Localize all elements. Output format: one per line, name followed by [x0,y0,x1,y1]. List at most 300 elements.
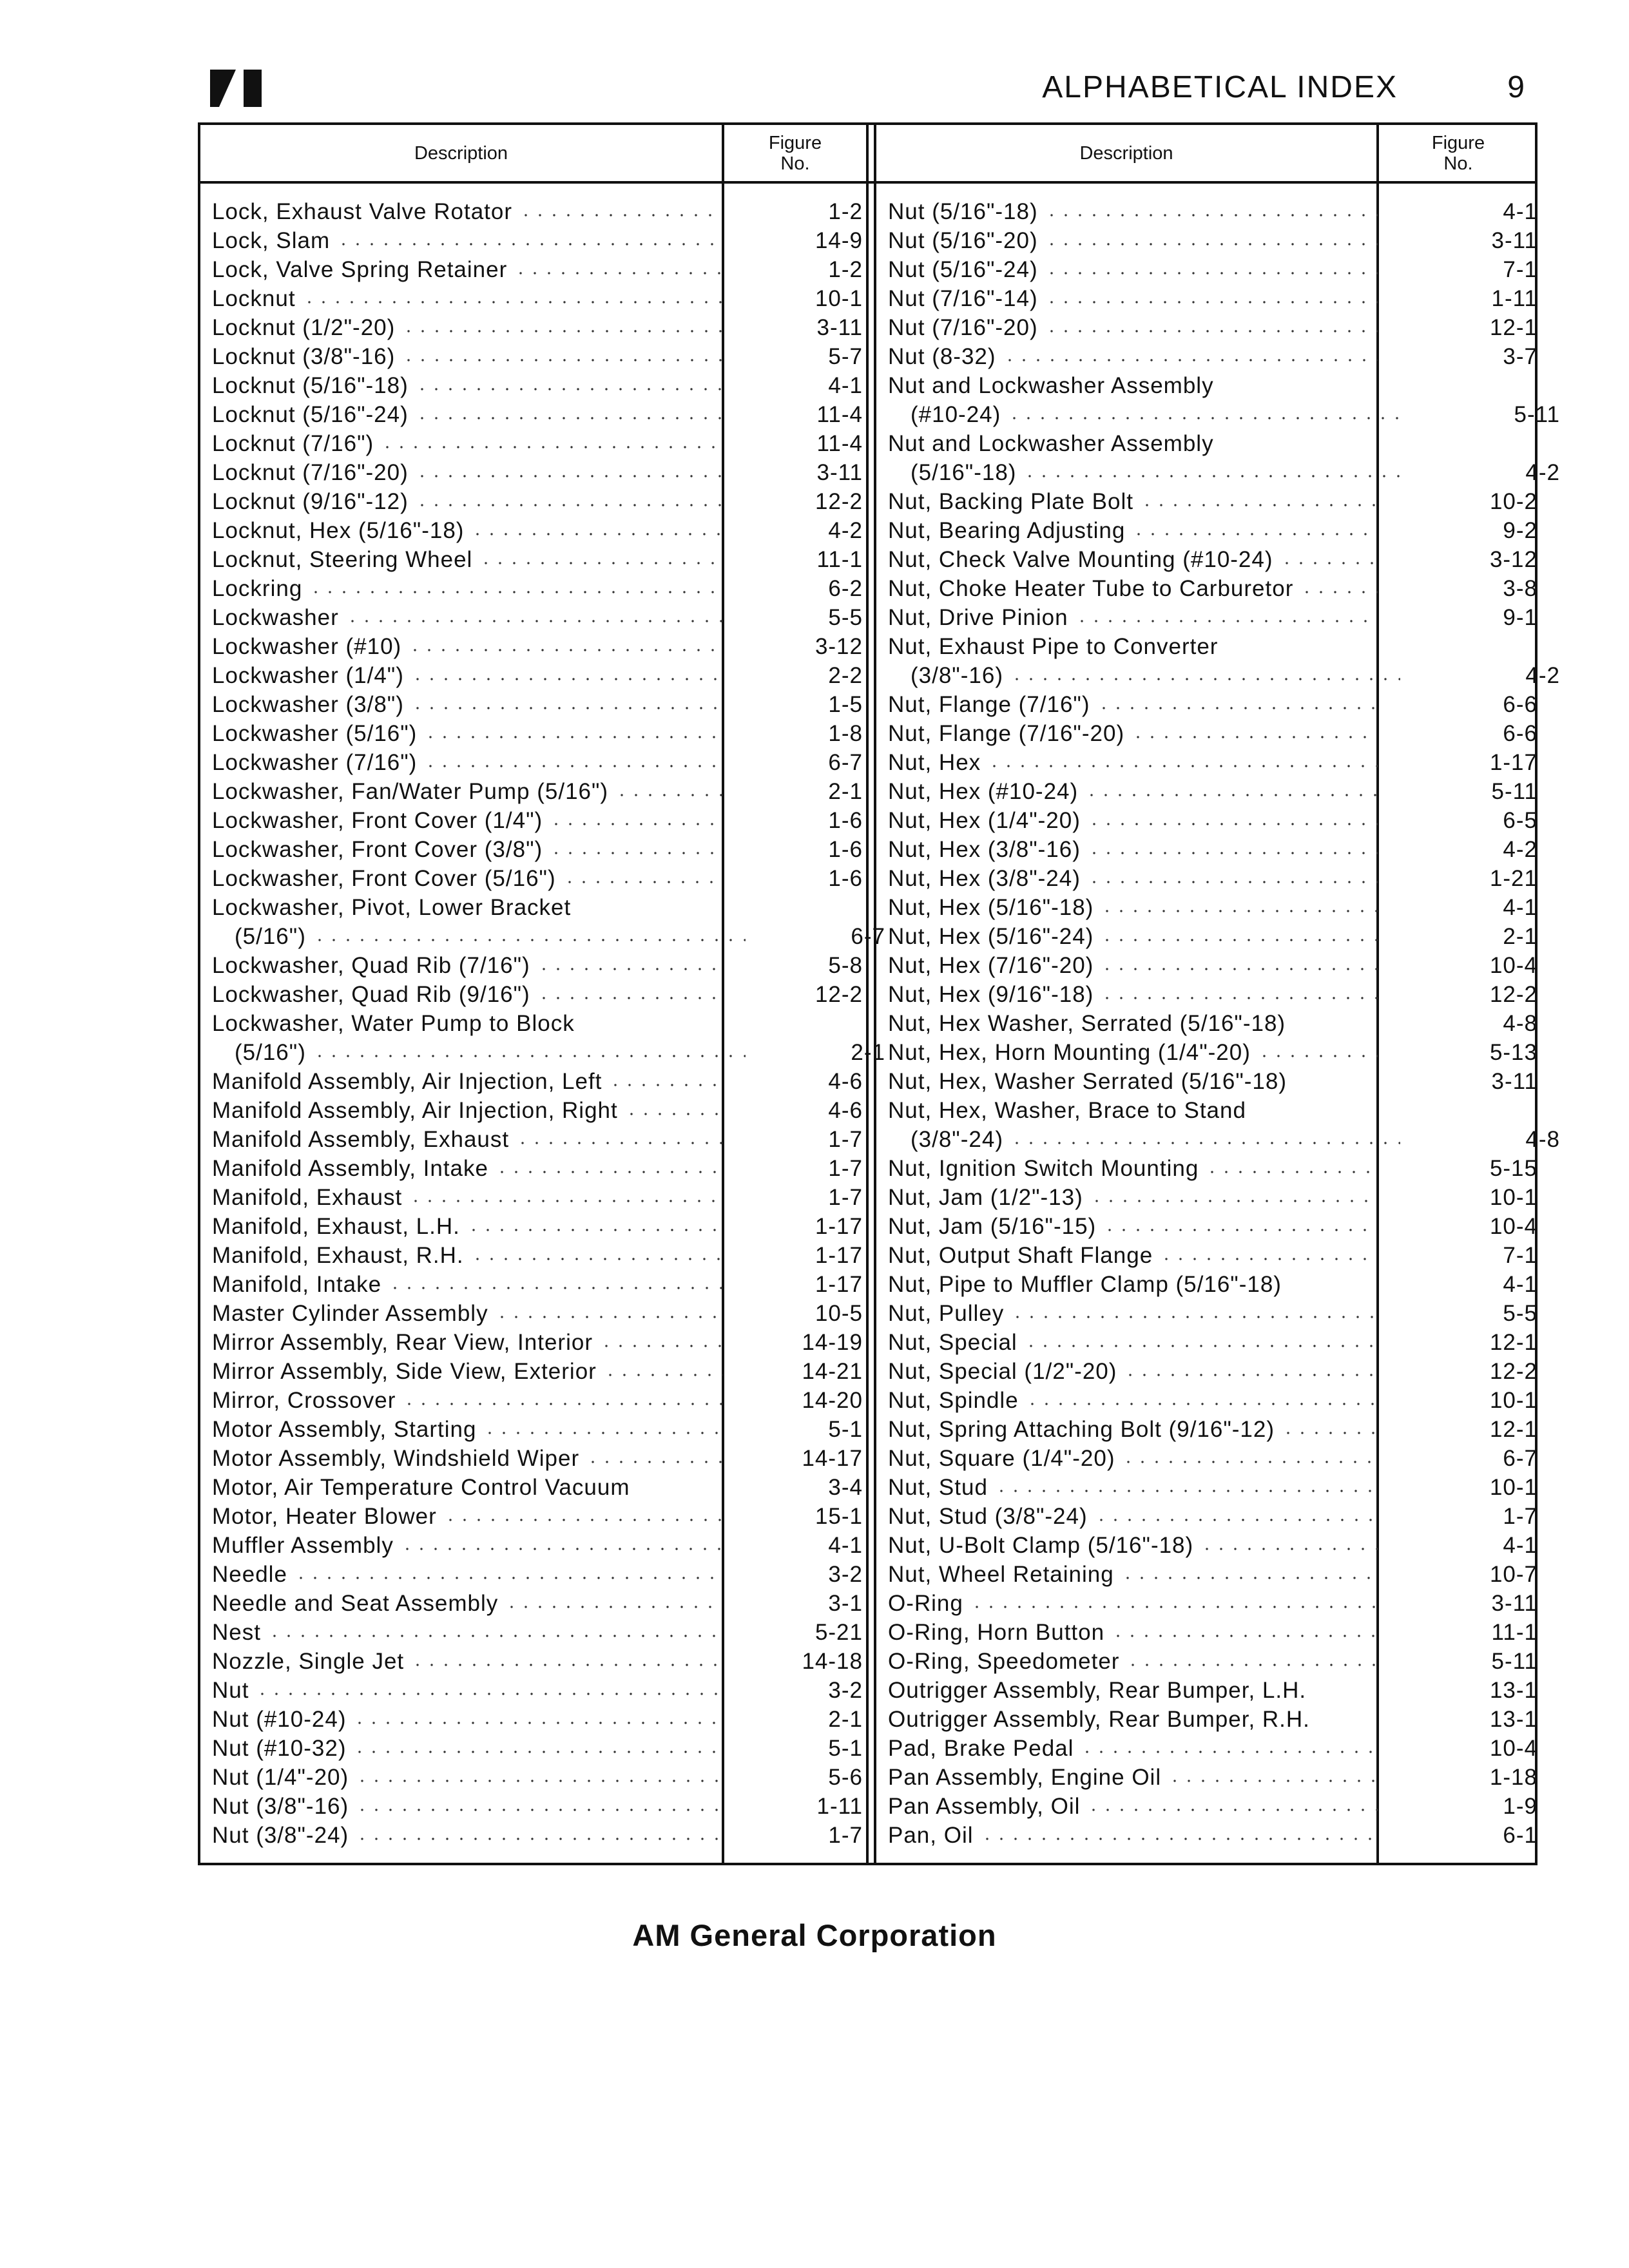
entry-text: Lock, Valve Spring Retainer [212,256,508,282]
dot-leader [294,1577,723,1579]
entry-description [876,373,1385,399]
dot-leader [410,678,723,680]
entry-figure-number: 3-4 [828,1474,863,1500]
index-entry [200,1009,845,1038]
index-entry [200,835,863,864]
entry-text: Nut and Lockwasher Assembly [888,372,1214,398]
index-entry [200,777,863,806]
entry-text: Nozzle, Single Jet [212,1648,405,1674]
entry-description [200,1011,731,1037]
entry-description [200,808,731,834]
dot-leader [1010,678,1400,680]
entry-figure-number: 6-7 [1503,1445,1537,1471]
index-entry [200,748,863,777]
entry-figure-number: 1-7 [828,1126,863,1152]
entry-description [200,547,731,573]
entry-figure-number: 4-2 [1525,459,1560,485]
index-entry [876,1125,1560,1154]
index-entry [876,284,1537,313]
dot-leader [401,330,723,332]
entry-figure-number: 14-18 [802,1648,863,1674]
dot-leader [514,272,723,274]
dot-leader [408,649,723,651]
entry-text: Locknut (7/16"-20) [212,459,409,485]
entry-text: Nut, Hex (#10-24) [888,778,1079,804]
entry-description [876,1649,1385,1675]
index-entry [876,777,1537,806]
entry-figure-number: 14-21 [802,1358,863,1384]
dot-leader [415,504,723,506]
index-entry [876,806,1537,835]
entry-description [876,1620,1385,1646]
dot-leader [1090,1200,1378,1202]
entry-figure-number: 9-1 [1503,604,1537,630]
entry-description [876,228,1385,254]
entry-figure-number: 3-12 [815,633,863,659]
index-entry [876,661,1560,690]
entry-figure-number: 5-13 [1489,1039,1537,1065]
index-entry [200,864,863,893]
entry-figure-number: 5-1 [828,1735,863,1761]
index-entry [876,1270,1537,1299]
index-entry [200,1154,863,1183]
dot-leader [1126,1664,1378,1666]
entry-text: Lock, Slam [212,227,331,253]
index-entry [876,516,1537,545]
entry-description [876,1272,1385,1298]
entry-figure-number: 1-7 [828,1184,863,1210]
dot-leader [1205,1171,1378,1173]
dot-leader [309,591,723,593]
entry-text: Nut (5/16"-24) [888,256,1038,282]
entry-figure-number: 10-2 [1489,488,1537,514]
dot-leader [1045,243,1378,245]
index-entry [876,980,1537,1009]
index-entry [876,893,1537,922]
index-entry [200,806,863,835]
index-entry [200,603,863,632]
dot-leader [1123,1374,1378,1376]
entry-description [200,1388,731,1414]
entry-description [876,663,1408,689]
entry-description [200,1098,731,1124]
dot-leader [1075,620,1378,622]
dot-leader [505,1606,723,1608]
entry-figure-number: 10-7 [1489,1561,1537,1587]
entry-description [876,547,1385,573]
entry-text: Needle and Seat Assembly [212,1590,499,1616]
index-entry [876,1067,1537,1096]
entry-description [200,663,731,689]
entry-text: Manifold Assembly, Air Injection, Right [212,1097,618,1123]
dot-leader [345,620,723,622]
entry-figure-number: 6-5 [1503,807,1537,833]
entry-text: Nut, Flange (7/16"-20) [888,720,1125,746]
entry-figure-number: 1-7 [1503,1503,1537,1529]
entry-figure-number: 6-2 [828,575,863,601]
index-entry [200,1647,863,1676]
entry-text: Nut, Hex (5/16"-24) [888,923,1094,949]
entry-text: Nut (5/16"-20) [888,227,1038,253]
entry-figure-number: 2-1 [828,778,863,804]
entry-text: Nut, Ignition Switch Mounting [888,1155,1199,1181]
entry-description [200,750,731,776]
entry-description [876,692,1385,718]
entry-description [876,315,1385,341]
entry-description [200,460,731,486]
entry-text: Nut, Backing Plate Bolt [888,488,1133,514]
dot-leader [1010,1316,1378,1318]
entry-figure-number: 3-8 [1503,575,1537,601]
index-table [198,122,1560,1865]
entry-description [876,1765,1385,1791]
entry-description [876,779,1385,805]
entry-text: Mirror, Crossover [212,1387,396,1413]
index-entry [200,1618,863,1647]
entry-figure-number: 5-1 [828,1416,863,1442]
dot-leader [1121,1461,1378,1463]
right-index-column [876,197,1560,1850]
entry-figure-number: 4-8 [1503,1010,1537,1036]
entry-description [200,286,731,312]
entry-figure-number: 3-11 [1491,227,1537,253]
entry-description [200,1243,731,1269]
entry-text: Nut (3/8"-24) [212,1822,349,1848]
dot-leader [352,1751,723,1753]
dot-leader [313,1055,746,1057]
dot-leader [388,1287,723,1289]
entry-description [200,1794,731,1820]
entry-description [200,1359,731,1385]
entry-figure-number: 1-5 [828,691,863,717]
entry-figure-number: 15-1 [815,1503,863,1529]
dot-leader [1084,794,1378,796]
index-entry [200,516,863,545]
entry-text: Nut (7/16"-14) [888,285,1038,311]
dot-leader [1100,968,1378,970]
entry-text: Outrigger Assembly, Rear Bumper, R.H. [888,1706,1310,1732]
index-entry [876,1096,1521,1125]
entry-description [200,1765,731,1791]
index-entry [200,1270,863,1299]
index-entry [876,1444,1537,1473]
index-entry [200,1531,863,1560]
entry-text: Nut, Drive Pinion [888,604,1068,630]
entry-figure-number: 12-1 [1489,1329,1537,1355]
index-entry [876,1154,1537,1183]
entry-text: (3/8"-16) [911,662,1003,688]
entry-description [876,576,1385,602]
index-entry [876,1734,1537,1763]
index-entry [200,1763,863,1792]
dot-leader [409,1200,723,1202]
index-entry [200,1734,863,1763]
dot-leader [563,881,723,883]
index-entry [200,1444,863,1473]
index-entry [200,951,863,980]
index-entry [876,400,1560,429]
dot-leader [380,446,723,448]
dot-leader [1280,562,1378,564]
entry-description [200,1707,731,1733]
entry-figure-number: 1-7 [828,1822,863,1848]
entry-figure-number: 4-1 [1503,894,1537,920]
entry-description [876,837,1385,863]
entry-description [876,1504,1385,1530]
entry-description [876,1098,1385,1124]
entry-text: Nut, Special [888,1329,1017,1355]
entry-figure-number: 5-5 [1503,1300,1537,1326]
entry-figure-number: 13-1 [1489,1677,1537,1703]
index-entry [200,632,863,661]
dot-leader [355,1780,723,1782]
dot-leader [495,1316,723,1318]
dot-leader [401,359,723,361]
entry-text: Nut, Exhaust Pipe to Converter [888,633,1219,659]
entry-text: Nut, Spring Attaching Bolt (9/16"-12) [888,1416,1275,1442]
index-entry [200,1299,863,1328]
entry-figure-number: 1-2 [828,256,863,282]
entry-description [200,257,731,283]
entry-description [876,1040,1385,1066]
entry-figure-number: 5-6 [828,1764,863,1790]
index-entry [200,690,863,719]
index-entry [876,1212,1537,1241]
entry-text: Pan, Oil [888,1822,974,1848]
dot-leader [537,997,723,999]
entry-text: Nut (#10-24) [212,1706,347,1732]
entry-text: Nut and Lockwasher Assembly [888,430,1214,456]
entry-figure-number: 4-1 [1503,198,1537,224]
entry-text: Nut, Pulley [888,1300,1005,1326]
entry-text: Nut, Pipe to Muffler Clamp (5/16"-18) [888,1271,1282,1297]
dot-leader [608,1084,723,1086]
entry-description [200,373,731,399]
entry-text: Nut, Stud (3/8"-24) [888,1503,1088,1529]
entry-description [876,431,1385,457]
entry-description [876,982,1385,1008]
entry-figure-number: 5-15 [1489,1155,1537,1181]
entry-description [200,518,731,544]
entry-description [876,1707,1385,1733]
entry-figure-number: 1-6 [828,865,863,891]
index-entry [876,1415,1537,1444]
entry-figure-number: 14-9 [815,227,863,253]
entry-description [876,1156,1385,1182]
entry-description [876,1011,1385,1037]
dot-leader [615,794,723,796]
entry-figure-number: 11-4 [816,430,863,456]
entry-figure-number: 14-20 [802,1387,863,1413]
entry-description [200,576,731,602]
index-entry [876,1792,1537,1821]
entry-text: Motor Assembly, Starting [212,1416,477,1442]
dot-leader [410,707,723,709]
entry-figure-number: 4-8 [1525,1126,1560,1152]
entry-figure-number: 1-11 [816,1793,863,1819]
entry-text: Pan Assembly, Oil [888,1793,1081,1819]
left-index-column [200,197,885,1850]
entry-figure-number: 5-11 [1491,778,1537,804]
index-entry [876,1560,1537,1589]
index-entry [200,1241,863,1270]
index-entry [876,1183,1537,1212]
entry-text: Nut (7/16"-20) [888,314,1038,340]
entry-figure-number: 5-11 [1491,1648,1537,1674]
entry-text: Lockwasher, Front Cover (3/8") [212,836,543,862]
entry-text: Nut, Output Shaft Flange [888,1242,1153,1268]
dot-leader [1200,1548,1378,1550]
entry-text: Lockwasher, Pivot, Lower Bracket [212,894,572,920]
index-entry [200,487,863,516]
index-entry [876,835,1537,864]
entry-text: Motor, Heater Blower [212,1503,437,1529]
header-figure-right: Figure No. [1431,132,1485,174]
index-entry [200,1502,863,1531]
dot-leader [519,214,723,216]
entry-figure-number: 7-1 [1503,1242,1537,1268]
entry-text: (5/16") [235,1039,306,1065]
footer-company: AM General Corporation [632,1918,997,1952]
entry-text: O-Ring [888,1590,963,1616]
entry-description [876,1127,1408,1153]
index-entry [200,1821,863,1850]
dot-leader [495,1171,723,1173]
entry-figure-number: 10-4 [1489,952,1537,978]
index-entry [200,661,863,690]
entry-description [200,1620,731,1646]
entry-text: Nut, Flange (7/16") [888,691,1090,717]
entry-text: Lockwasher, Front Cover (5/16") [212,865,556,891]
entry-text: Nut, Check Valve Mounting (#10-24) [888,546,1273,572]
index-entry [876,1009,1537,1038]
entry-text: Nut, Hex (7/16"-20) [888,952,1094,978]
dot-leader [479,562,723,564]
dot-leader [415,417,723,419]
entry-figure-number: 10-4 [1489,1735,1537,1761]
index-entry [876,632,1521,661]
entry-figure-number: 6-7 [851,923,885,949]
dot-leader [1045,214,1378,216]
entry-description [876,1185,1385,1211]
entry-figure-number: 1-21 [1489,865,1537,891]
entry-text: Mirror Assembly, Side View, Exterior [212,1358,597,1384]
dot-leader [1094,1519,1378,1521]
header-divider [200,181,1535,184]
entry-figure-number: 11-1 [1491,1619,1537,1645]
index-entry [200,1589,863,1618]
entry-text: Nut (3/8"-16) [212,1793,349,1819]
entry-text: Nut, Hex (5/16"-18) [888,894,1094,920]
dot-leader [1111,1635,1378,1637]
dot-leader [1097,707,1378,709]
index-entry [876,719,1537,748]
index-entry [876,371,1521,400]
index-entry [876,748,1537,777]
entry-description [876,460,1408,486]
entry-text: Lockring [212,575,303,601]
entry-description [876,199,1385,225]
entry-text: Nut, Jam (1/2"-13) [888,1184,1083,1210]
entry-text: Manifold, Exhaust, L.H. [212,1213,460,1239]
index-entry [876,226,1537,255]
entry-description [876,1417,1385,1443]
am-general-logo-icon [210,70,265,107]
entry-description [200,895,731,921]
entry-text: Lock, Exhaust Valve Rotator [212,198,513,224]
entry-text: Locknut, Hex (5/16"-18) [212,517,465,543]
entry-description [876,1533,1385,1559]
dot-leader [400,1548,723,1550]
entry-figure-number: 10-1 [815,285,863,311]
entry-text: Nut, Hex [888,749,981,775]
entry-figure-number: 1-9 [1503,1793,1537,1819]
entry-text: Master Cylinder Assembly [212,1300,488,1326]
entry-description [876,1214,1385,1240]
entry-figure-number: 1-7 [828,1155,863,1181]
entry-figure-number: 6-7 [828,749,863,775]
entry-text: Outrigger Assembly, Rear Bumper, L.H. [888,1677,1307,1703]
entry-description [200,1127,731,1153]
entry-figure-number: 4-2 [1503,836,1537,862]
entry-description [876,895,1385,921]
entry-description [876,1794,1385,1820]
entry-text: Nut, Stud [888,1474,988,1500]
entry-figure-number: 9-2 [1503,517,1537,543]
entry-text: Lockwasher (7/16") [212,749,418,775]
entry-text: Lockwasher, Water Pump to Block [212,1010,575,1036]
dot-leader [470,1258,723,1260]
index-entry [200,1096,863,1125]
dot-leader [1100,910,1378,912]
entry-text: Nut, Hex (3/8"-24) [888,865,1081,891]
entry-figure-number: 2-1 [828,1706,863,1732]
dot-leader [1007,417,1400,419]
entry-figure-number: 14-19 [802,1329,863,1355]
dot-leader [336,243,723,245]
entry-description [200,431,731,457]
entry-figure-number: 4-6 [828,1068,863,1094]
index-entry [200,719,863,748]
entry-description [876,1562,1385,1588]
entry-text: Motor Assembly, Windshield Wiper [212,1445,580,1471]
entry-description [200,1330,731,1356]
entry-figure-number: 10-1 [1489,1184,1537,1210]
dot-leader [1045,330,1378,332]
entry-text: Lockwasher [212,604,339,630]
index-entry [200,980,863,1009]
dot-leader [980,1838,1378,1840]
index-entry [200,1328,863,1357]
entry-text: Nut [212,1677,249,1703]
entry-text: Motor, Air Temperature Control Vacuum [212,1474,630,1500]
entry-figure-number: 3-11 [1491,1068,1537,1094]
index-entry [876,574,1537,603]
index-entry [876,1705,1537,1734]
entry-figure-number: 4-1 [1503,1532,1537,1558]
entry-description [876,344,1385,370]
dot-leader [1045,272,1378,274]
index-entry [200,1386,863,1415]
entry-figure-number: 5-21 [815,1619,863,1645]
entry-description [200,634,731,660]
entry-text: Muffler Assembly [212,1532,394,1558]
entry-text: Nut, Square (1/4"-20) [888,1445,1115,1471]
entry-figure-number: 12-2 [815,488,863,514]
index-entry [876,487,1537,516]
entry-figure-number: 1-6 [828,807,863,833]
entry-description [200,721,731,747]
